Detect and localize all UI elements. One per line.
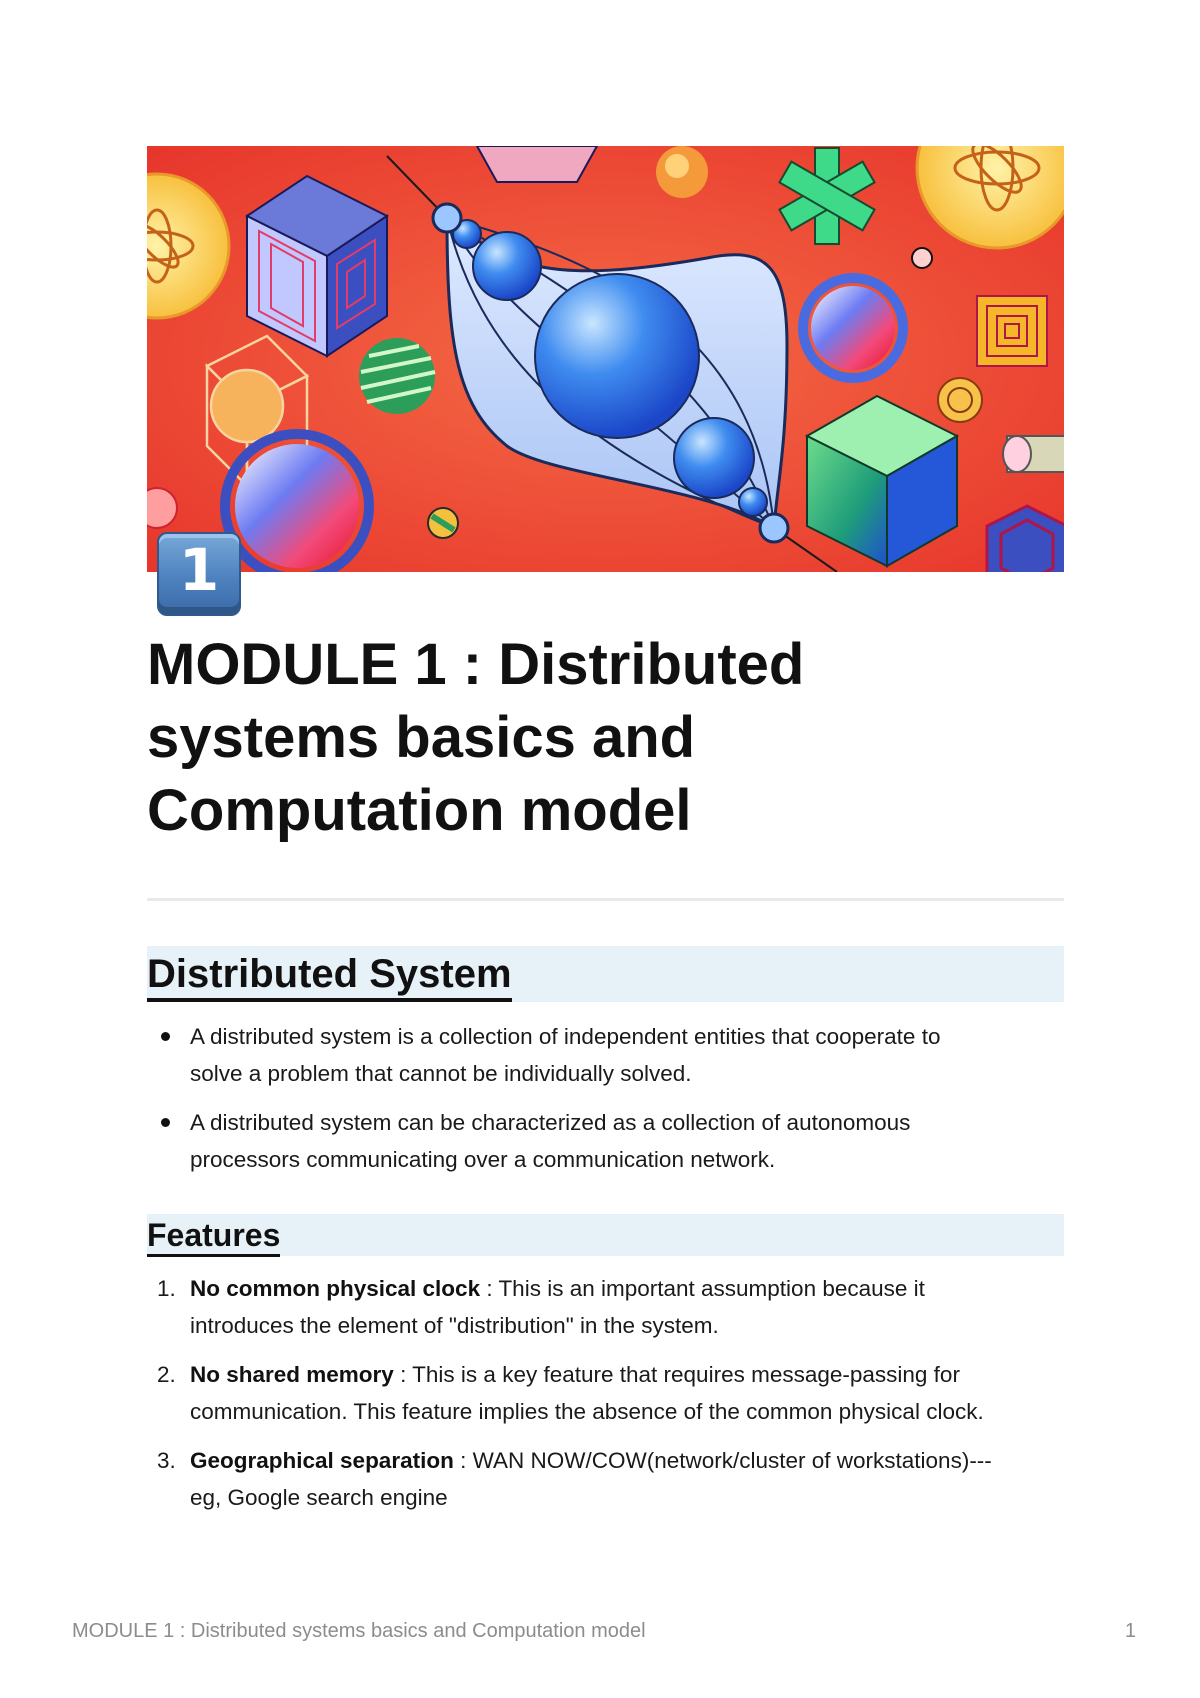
- list-item: A distributed system can be characterized as a collection of autonomous processors communicating over a communication network.: [147, 1104, 1064, 1178]
- heading-text: Features: [147, 1214, 280, 1257]
- feature-term: No common physical clock: [190, 1276, 481, 1301]
- list-item: A distributed system is a collection of independent entities that cooperate to solve a problem that cannot be individually solved.: [147, 1018, 1064, 1092]
- page-number: 1: [1124, 1620, 1136, 1642]
- page-emoji-icon: 1: [157, 532, 241, 616]
- list-item: 3. Geographical separation : WAN NOW/COW(network/cluster of workstations)--- eg, Google search engine: [157, 1448, 992, 1510]
- title-line: systems basics and: [147, 705, 696, 770]
- title-line: MODULE 1 : Distributed: [147, 632, 805, 697]
- heading-text: Distributed System: [147, 946, 512, 1002]
- bullet-dot: [161, 1032, 170, 1041]
- feature-term: Geographical separation: [190, 1448, 454, 1473]
- divider: [147, 898, 1064, 901]
- title-line: Computation model: [147, 778, 692, 843]
- heading-features: [147, 1214, 1064, 1256]
- numbered-list: [147, 1270, 1064, 1528]
- page-title: [147, 628, 1064, 847]
- footer-title: MODULE 1 : Distributed systems basics and Computation model: [72, 1620, 646, 1642]
- list-item: 1. No common physical clock : This is an important assumption because it introduces the element of "distribution" in the system.: [157, 1276, 925, 1338]
- list-item: 2. No shared memory : This is a key feature that requires message-passing for communication. This feature implies the absence of the common physical clock.: [157, 1362, 984, 1424]
- heading-distributed-system: [147, 946, 1064, 1002]
- cover-image: [147, 146, 1064, 572]
- bullet-dot: [161, 1118, 170, 1127]
- bullet-list: [147, 1018, 1064, 1190]
- feature-term: No shared memory: [190, 1362, 394, 1387]
